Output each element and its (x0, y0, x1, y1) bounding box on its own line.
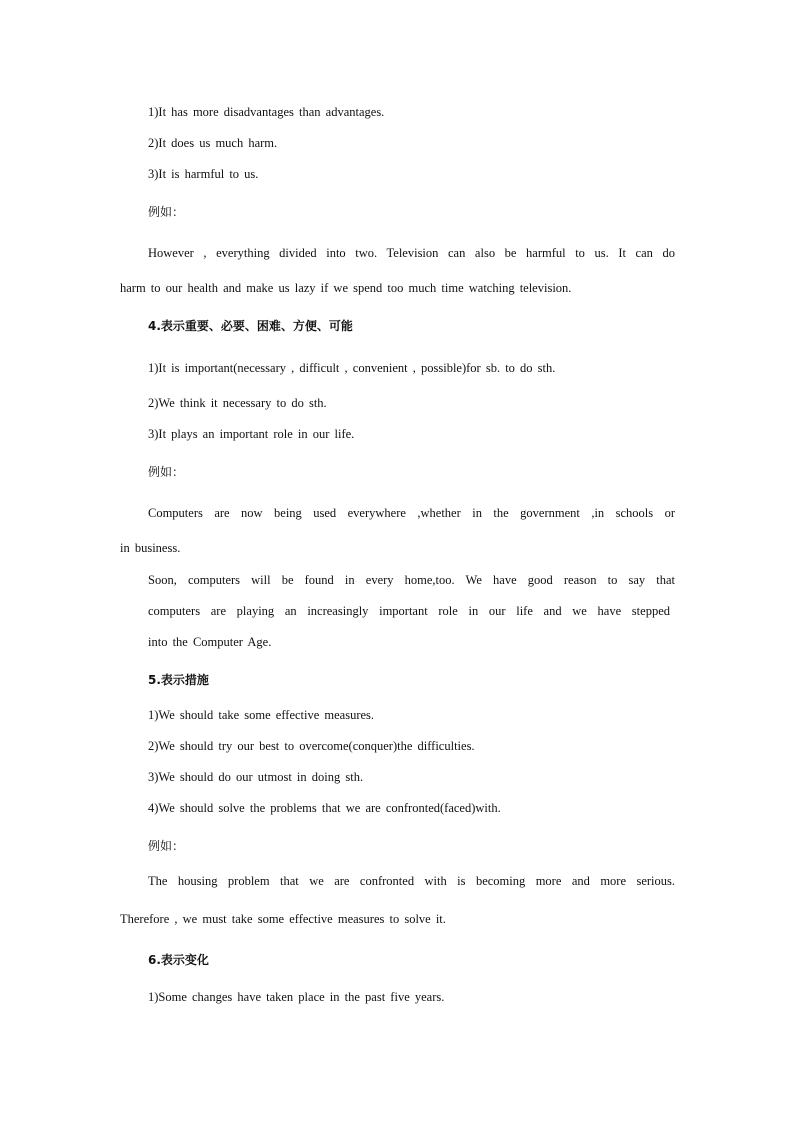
example-line: computers are playing an increasingly important role in our life and we have stepped (148, 604, 670, 618)
example-label: 例如： (148, 839, 185, 853)
phrase-item: 2)We think it necessary to do sth. (148, 396, 327, 410)
phrase-item: 3)It is harmful to us. (148, 167, 259, 181)
phrase-item: 1)We should take some effective measures. (148, 708, 375, 722)
phrase-item: 1)Some changes have taken place in the past five years. (148, 990, 445, 1004)
phrase-item: 2)It does us much harm. (148, 136, 278, 150)
phrase-item: 1)It has more disadvantages than advantages. (148, 105, 385, 119)
section-heading: 6.表示变化 (148, 953, 209, 967)
example-line: Therefore , we must take some effective measures to solve it. (120, 912, 446, 926)
phrase-item: 3)We should do our utmost in doing sth. (148, 770, 364, 784)
example-line: harm to our health and make us lazy if we spend too much time watching television. (120, 281, 572, 295)
section-heading: 4.表示重要、必要、困难、方便、可能 (148, 319, 353, 333)
phrase-item: 3)It plays an important role in our life. (148, 427, 355, 441)
section-heading: 5.表示措施 (148, 673, 209, 687)
example-line: in business. (120, 541, 181, 555)
phrase-item: 2)We should try our best to overcome(conquer)the difficulties. (148, 739, 475, 753)
example-line: Computers are now being used everywhere ,whether in the government ,in schools or (148, 506, 675, 520)
example-label: 例如： (148, 465, 185, 479)
example-line: into the Computer Age. (148, 635, 272, 649)
example-line: Soon, computers will be found in every home,too. We have good reason to say that (148, 573, 675, 587)
example-line: However , everything divided into two. Television can also be harmful to us. It can do (148, 246, 675, 260)
phrase-item: 1)It is important(necessary , difficult , convenient , possible)for sb. to do sth. (148, 361, 556, 375)
example-label: 例如： (148, 205, 185, 219)
phrase-item: 4)We should solve the problems that we are confronted(faced)with. (148, 801, 501, 815)
example-line: The housing problem that we are confronted with is becoming more and more serious. (148, 874, 675, 888)
